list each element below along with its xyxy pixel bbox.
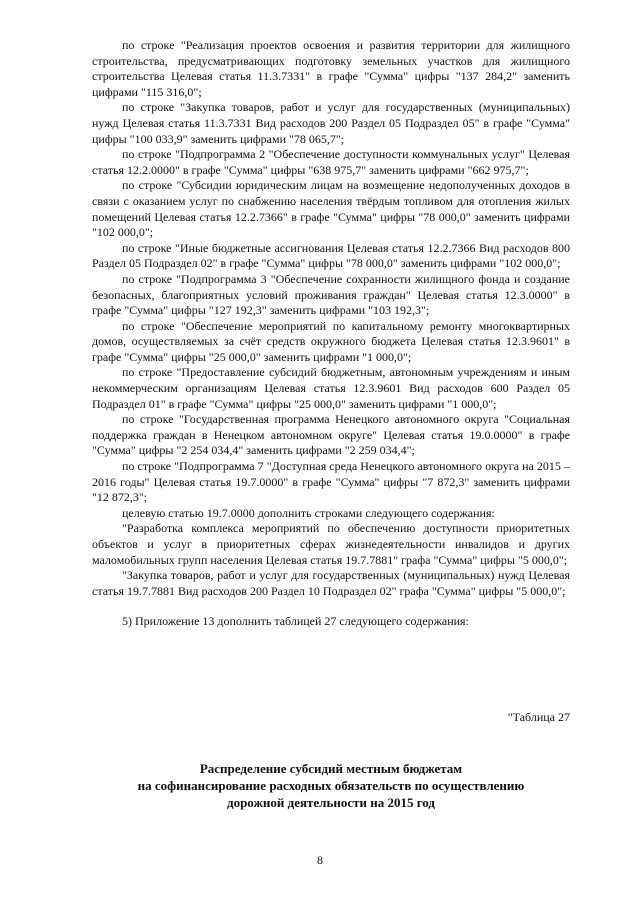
paragraph-1: по строке "Реализация проектов освоения и развития территории для жилищного строительства, предусматривающих подготовку земельных участков для жилищного строительства Целевая статья 11.3.7331" в графе "Сумма" цифры "137 284,2" заменить цифрами "115 316,0";	[92, 38, 570, 99]
paragraph-8: по строке "Предоставление субсидий бюджетным, автономным учреждениям и иным некоммерческим организациям Целевая статья 12.3.9601 Вид расходов 600 Раздел 05 Подраздел 01" в графе "Сумма" цифры "25 000,0" заменить цифрами "1 000,0";	[92, 365, 570, 411]
heading-line-2: на софинансирование расходных обязательств по осуществлению	[137, 778, 525, 793]
document-body	[92, 38, 570, 630]
paragraph-11: целевую статью 19.7.0000 дополнить строками следующего содержания:	[122, 505, 495, 520]
paragraph-6: по строке "Подпрограмма 3 "Обеспечение сохранности жилищного фонда и создание безопасных, благоприятных условий проживания граждан" Целевая статья 12.3.0000" в графе "Сумма" цифры "127 192,3" заменить цифрами "103 192,3";	[92, 271, 570, 318]
paragraph-14: 5) Приложение 13 дополнить таблицей 27 следующего содержания:	[122, 614, 469, 629]
heading-line-1: Распределение субсидий местным бюджетам	[199, 761, 463, 776]
paragraph-7: по строке "Обеспечение мероприятий по капитальному ремонту многоквартирных домов, осуществляемых за счёт средств окружного бюджета Целевая статья 12.3.9601" в графе "Сумма" цифры "25 000,0" заменить цифрами "1 000,0";	[92, 318, 570, 364]
heading-line-3: дорожной деятельности на 2015 год	[227, 795, 435, 810]
paragraph-3: по строке "Подпрограмма 2 "Обеспечение доступности коммунальных услуг" Целевая статья 12.2.0000" в графе "Сумма" цифры "638 975,7" заменить цифрами "662 975,7";	[92, 147, 570, 177]
paragraph-5: по строке "Иные бюджетные ассигнования Целевая статья 12.2.7366 Вид расходов 800 Раздел 05 Подраздел 02" в графе "Сумма" цифры "78 000,0" заменить цифрами "102 000,0";	[92, 240, 570, 271]
paragraph-9: по строке "Государственная программа Ненецкого автономного округа "Социальная поддержка граждан в Ненецком автономном округе" Целевая статья 19.0.0000" в графе "Сумма" цифры "2 254 034,4" заменить цифрами "2 259 034,4";	[92, 412, 570, 458]
paragraph-10: по строке "Подпрограмма 7 "Доступная среда Ненецкого автономного округа на 2015 – 2016 годы" Целевая статья 19.7.0000" в графе "Сумма" цифры "7 872,3" заменить цифрами "12 872,3";	[92, 459, 570, 505]
table-reference: "Таблица 27	[507, 710, 570, 724]
page-number: 8	[317, 853, 323, 867]
paragraph-2: по строке "Закупка товаров, работ и услуг для государственных (муниципальных) нужд Целевая статья 11.3.7331 Вид расходов 200 Раздел 05 Подраздел 05" в графе "Сумма" цифры "100 033,9" заменить цифрами "78 065,7";	[92, 100, 570, 146]
paragraph-12: "Разработка комплекса мероприятий по обеспечению доступности приоритетных объектов и услуг в приоритетных сферах жизнедеятельности инвалидов и других маломобильных групп населения Целевая статья 19.7.7881" графа "Сумма" цифры "5 000,0";	[92, 521, 570, 567]
paragraph-4: по строке "Субсидии юридическим лицам на возмещение недополученных доходов в связи с оказанием услуг по снабжению населения твёрдым топливом для отопления жилых помещений Целевая статья 12.2.7366" в графе "Сумма" цифры "78 000,0" заменить цифрами "102 000,0";	[92, 178, 570, 240]
table-heading	[92, 760, 570, 811]
paragraph-13: "Закупка товаров, работ и услуг для государственных (муниципальных) нужд Целевая статья 19.7.7881 Вид расходов 200 Раздел 10 Подраздел 02" графа "Сумма" цифры "5 000,0";	[92, 568, 570, 598]
